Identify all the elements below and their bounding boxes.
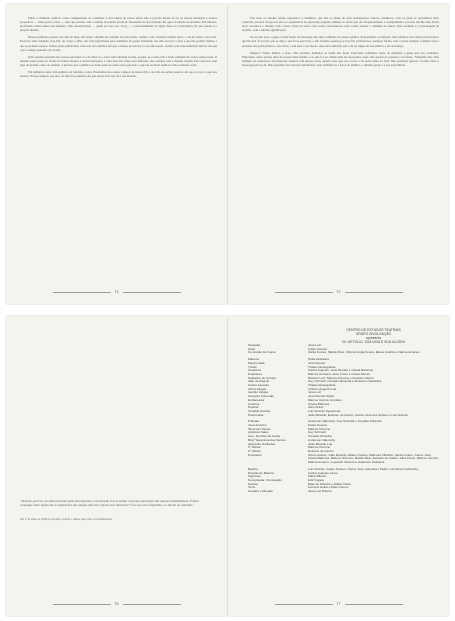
cast-role: Sonoplastia / Iluminação [248,477,282,482]
cast-role: Cenário e Direção [248,489,273,494]
cast-names: José Luiz Ribeiro [308,489,332,494]
cast-role: América [248,401,260,406]
paragraph: Em definitiva uma convergência de trabalho e obra. Ensaiamos nos outros campos de nossa vida e de vida de outras pessoas, em que a terra é a que nos mostra. Nossos tempos, por elas, de uma boa maneira em que nossa obra nos dá a sua medida. [20,70,217,79]
paragraph: Mágico? Temos muitas, é claro. Não teríamos humanos se assim não fosse. Entretanto tenhamos capaz de enfrentar a gente que nos comunica. Entretanto, delas apenas duas de nossas mais fundas; e se não for na cidade uma de expressões cujas, não apenas do passado e do futuro. Ninguém atua, mas também de estabelecer um interesse cultural com nossos erros, aquela coisa que nos ocorre e foi posta tanto na vida. Não podemos ignorar a forma como a nossa geração se dá. Não queremos nos diversos momentos, mas também ter a força do público, o mesmo grupo e a sua experiência. [242,50,439,67]
cast-role: Populares [248,452,262,457]
cast-names: Guy Schmidt [308,430,326,435]
paragraph: Desses primeiros passos aos dias de hoje, um longo caminho de trabalho foi percorrido, sempre com o mesmo sentido épico: a da lei sobre a sua terra. Escrever sem condição. Sou fiel, de corpo e alma, em cada ingrediente para sublinhar de quem. Pensando nos não escrever, coisa a que me podem chamar a que se poderia esperar. Tantas obras publicadas, toda esta obra pública em que o tempo de serviço é a de uma nação. Assim, pois uma definição inicial, até que vejo o tempo passado em revista. [20,35,217,52]
cast-role: 2º Oficial [248,448,261,453]
cast-role: Populares [248,371,262,376]
cast-role: Mestre Sala [248,360,265,365]
cast-row [248,414,439,418]
cast-names: João Ricardo Lua [308,441,333,446]
cast-names: Vânia Fontes, Marilei Reis, Virtória Veiga Penna, Eliane Grafira e Fátima Amaries [308,350,420,355]
cast-names: José Luiz [308,390,322,395]
cast-role: Direção de Bateria [248,470,274,475]
quote-source: Em 1º de maio de 1949, no proibir o pablar o rumos para rasas os trabalhadores. [20,517,113,521]
cast-role: José Américo [248,423,267,428]
cast-names: João Ricardo, Evaristo de Castro, Carlos José dos Santos e Luiz Antônio [308,412,409,417]
cast-role: Tucão [248,364,257,369]
cast-role: Embaixador [248,397,265,402]
play-title: Dr. GETÚLIO, SUA VIDA E SUA GLÓRIA [342,340,405,344]
cast-role: Figurinos [248,474,261,479]
cast-role: Apolônio Sales [248,430,269,435]
page-16 [6,316,227,616]
cast-role: Guaichos [248,368,262,373]
cast-names: José Renato [308,360,326,365]
page-number: 17 [228,601,449,606]
cast-role: Gen. Zenóbio da Costa [248,434,280,439]
cast-role: Carlos Lacerda [248,383,269,388]
org-name: CENTRO DE ESTUDOS TEATRAIS [346,328,401,332]
page-number: 14 [6,289,227,294]
presents-label: apresenta [365,336,382,340]
cast-role: Samba [248,481,258,486]
cast-names: Evaristo de Castro [308,448,334,453]
cast-names: Anderson Itaborahy [308,437,336,442]
cast-role: Comissão de Frente [248,350,276,355]
cast-role: Osvaldo Aranha [248,408,271,413]
cast-names: Carlos Augusto Lauro [308,470,338,475]
cast-names: Gisela Barbosa [308,401,330,406]
cast-names: Felipe Soares [308,423,328,428]
cast-names: Thadeu Evangelista [308,383,336,388]
cast-program [248,328,439,494]
cast-names: Hélia Alcântara [308,357,329,362]
cast-names: Virtória Veiga Penna [308,386,337,391]
cast-names: Luiz Antônio, Felipe Soares, Carlos José, Adenilson Pedro e Anderson Itaborahy [308,466,419,471]
cast-row [248,454,439,465]
cast-role: Soldados de Coluna [248,375,276,380]
cast-names: Guy Schmidt, Osvaldo Ahranha e Anderson Itaborahy [308,379,382,384]
cast-names: Ferreira Gullar e Dias Gomes [308,485,349,490]
page-14 [6,4,227,304]
page-15-text [242,16,439,70]
page-number: 16 [6,601,227,606]
bottom-spread [6,316,449,616]
cast-names: Marcus Ortonne [308,445,331,450]
top-spread [6,4,449,304]
cast-names: José Luiz [308,343,322,347]
cast-names: Carlos Augusto, José Renato e Gisela Barbosa [308,368,373,373]
cast-role: Bateria [248,466,258,471]
cast-role: Autor [248,346,256,351]
cast-role: 1º Oficial [248,445,261,450]
cast-names: Ortuio Adonis, João Ricardo, Eliane Coelho, Marizela Vilhelha, Vânia Fontes, Carlos José, Gisela Barbosa, Marcos Ortonne, Marilei Reis, Evaristo de Castro, Alice Franz, Marcos Venício, Fátima Amarim, Leopoldo Oliveira e Anderson Patriarca [308,452,439,465]
page-14-text [20,16,217,81]
cast-list [248,344,439,494]
paragraph: Um texto ao mesmo tempo expressivo e dinâmico, que não se afaste de seus pressupostos críticos, analíticos, com os quais se aproximou. Pelo contrário, procura incorporar em si a experiência da expressão popular, elimina os vícios que tão frequentemente a acompanham e procura dar-lhe uma forma nova. Acontece o mesmo com a nossa visão do teatro: não somos reprodutores, nem vamos repetir o caminho de outros. Este exemplo é a personagem de Getúlio, com a mesma significação. [242,16,439,33]
cast-role: Popular [248,405,259,410]
cast-names: Thadeu Evangelista [308,364,336,369]
cast-names: José Renato Pipas [308,394,334,399]
paragraph: Uma questão presente nos nossos encontros é a de saber se o texto tem validade ou não, porque, se o texto não é nada, também nós todos somos nada. O mesmo papel pode ser vivido de muitos modos e outras intenções; e cada uma das vezes será diferente, mas sempre com a mesma origem. Para escrever aqui algo de grande conta, no entanto, é preciso que o público se torne parte de ofício para que tudo o que ele escrever tenha na vida a mesma conta. [20,54,217,67]
cast-names: Maria Ribeiro [308,474,327,479]
cast-role: Almirante Guilhobel [248,441,275,446]
cast-row [248,351,439,355]
cast-names: Osvaldo Ahranha [308,434,332,439]
cast-names: Felipe Soares [308,346,328,351]
cast-row [248,490,439,494]
epigraph-quote: "Nenhum governo nos dias presentes pode desempenhar a sua função sem acreditar na justas aspirações das massas trabalhadoras. Pedem comungar tudo. Quais são as aspirações das massas obreiras? Quais seus interesses? É ao seu sem respeitado, é o direito ao trabalho." [20,499,199,508]
cast-names: Elias de Oliveira e Walter Rosa [308,481,351,486]
cast-role: Brig.º Epaminondas Santos [248,437,286,442]
group-name: GRUPO DIVULGAÇÃO [355,332,392,336]
cast-role: Alzira Vargas [248,386,267,391]
paragraph: Então é admitido artifício como complemento de costumes, é dos sábios do nosso ofício não é preciso deixar de ter as nossas intenções e nossos propósitos — ainda pouca coisa, — mas que pensou com o achado de quadro possível. Ensaiando na sua tradução lhe que e tradução de notamos. Em inferior, professam vários temas dos mesmos. Mas desenvolvido — quem por sua vez, Lucy, — e personalidades do lugar meio da convivência, há que aquela é o próprio mundo. [20,16,217,33]
cast-names: Marcos Cordeiro, Alice Franz e Ortuia Adonis [308,371,370,376]
page-17 [228,316,449,616]
cast-names: Alice Franz [308,405,324,410]
cast-role: Texto [248,485,256,490]
cast-names: Ricardo Luiz, Marcos Ortonne e Evaristo Castro [308,375,374,380]
program-header [308,328,439,344]
cast-role: Getúlio Vargas [248,390,269,395]
cast-names: Anderson Itaborahy, Guy Schmidt e Osvaldo Ahranha [308,419,382,424]
page-15 [228,4,449,304]
cast-role: Simpatia [248,343,261,347]
cast-names: Luiz Antônio Figueiredo [308,408,341,413]
cast-role: Policiais [248,419,260,424]
cast-role: Alan de Regina [248,379,270,384]
cast-role: Gregório Fortunato [248,394,275,399]
page-number: 15 [228,289,449,294]
cast-names: Edir Kagele [308,477,324,482]
cast-names: Marcos Ortonne [308,426,331,431]
cast-role: Plutocratas [248,412,264,417]
paragraph: Ser escrito para o grupo é uma forma de ideologia, não uma confissão de nossos ganhos. Respeitamos a profissão, mas sabemos dos velhos preconceitos que há nela. É preciso que se diga o que ficou para trás, e não fazemos apenas por nós. Do profissional, qualquer forma, toda a nossa tradição continua viva e presente em quem pratica o seu ofício, cada qual a seu modo, sem outra ambição que a de ser digno de seu público e de seu tempo. [242,35,439,48]
cast-role: Tancredo Neves [248,426,271,431]
cast-names: Marcos Venício Cordeiro [308,397,342,402]
cast-role: Marlene [248,357,260,362]
